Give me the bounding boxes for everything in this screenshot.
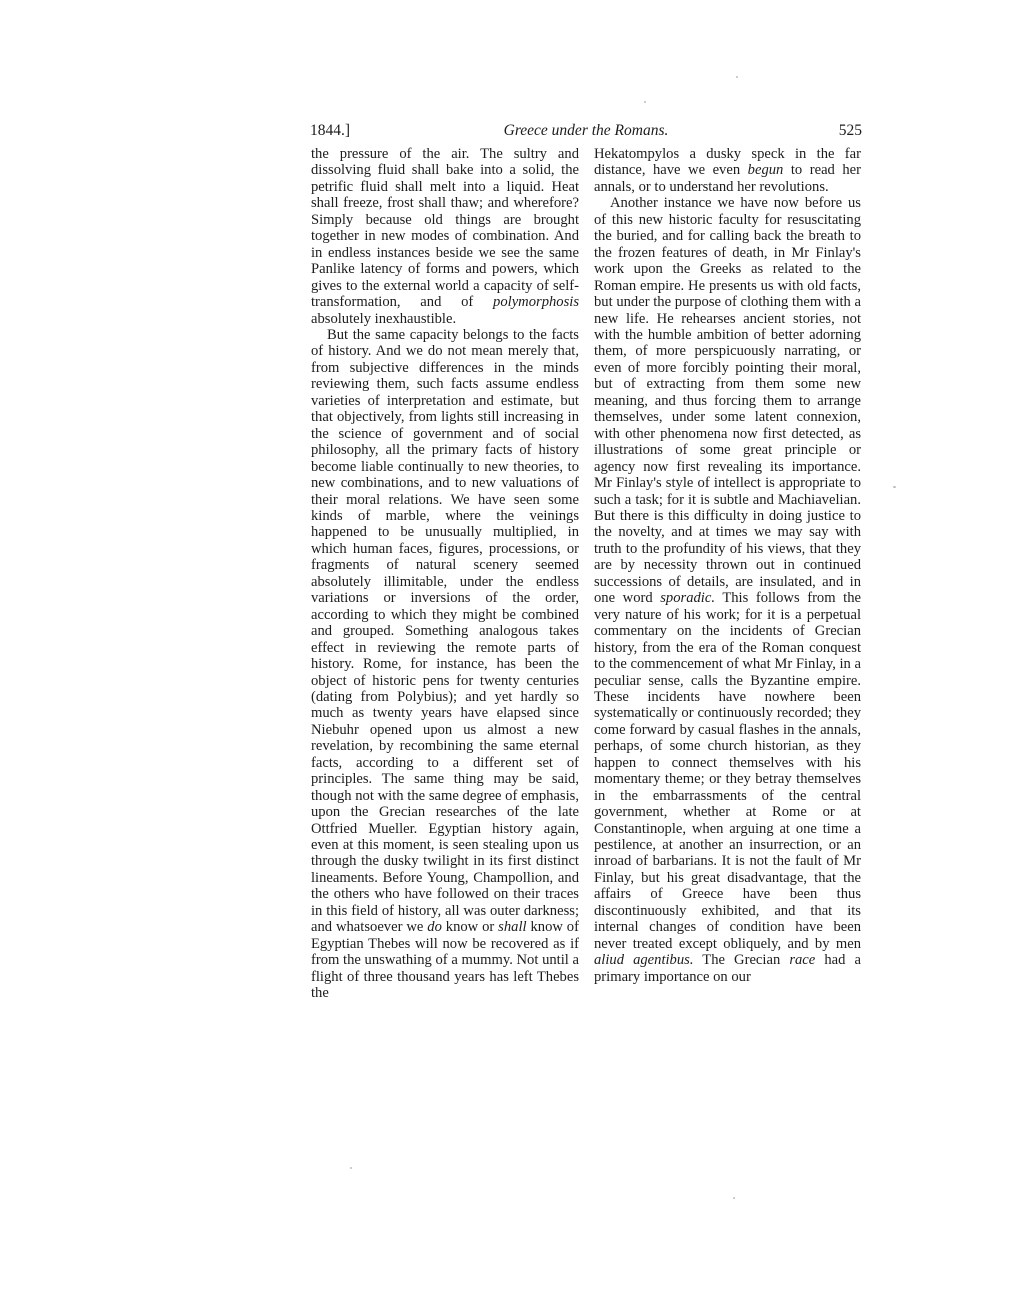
left-paragraph-2 [311,327,579,1002]
right-p1-text-2: to read her annals, or to understand her revolutions. [594,162,862,195]
right-p2-text-3: The Grecian [702,952,781,969]
right-p2-italic-2: aliud agentibus. [594,952,694,969]
right-paragraph-2 [594,195,861,985]
left-p2-text-2: know or [445,919,495,936]
page-number: 525 [838,122,862,139]
right-p2-text-4: had a primary importance on our [594,952,861,985]
left-p2-italic-2: shall [498,919,527,936]
scan-speck [733,1197,735,1199]
right-column [594,146,861,985]
scan-speck [893,486,896,488]
left-p1-end: absolutely inexhaustible. [311,310,457,327]
left-p1-text: the pressure of the air. The sultry and dissolving fluid shall bake into a solid, the petrific fluid shall melt into a liquid. Heat shall freeze, frost shall thaw; and wherefore? Simply because old things are brought together in new modes of combination. And in endless instances beside we see the same Panlike latency of forms and powers, which gives to the external world a capacity of self-transformation, and of [311,146,579,311]
left-p2-text-1: But the same capacity belongs to the facts of history. And we do not mean merely that, from subjective differences in the minds reviewing them, such facts assume endless varieties of interpretation and estimate, but that objectively, from lights still increasing in the science of government and of social philosophy, all the primary facts of history become liable continually to new theories, to new combinations, and to new valuations of their moral relations. We have seen some kinds of marble, where the veinings happened to be unusually multiplied, in which human faces, figures, processions, or fragments of natural scenery seemed absolutely illimitable, under the endless variations or inversions of the order, according to which they might be combined and grouped. Something analogous takes effect in reviewing the remote parts of history. Rome, for instance, has been the object of historic pens for twenty centuries (dating from Polybius); and yet hardly so much as twenty years have elapsed since Niebuhr opened upon us almost a new revelation, by recombining the same eternal facts, according to a different set of principles. The same thing may be said, though not with the same degree of emphasis, upon the Grecian researches of the late Ottfried Mueller. Egyptian history again, even at this moment, is seen stealing upon us through the dusky twilight in its first distinct lineaments. Before Young, Champollion, and the others who have followed on their traces in this field of history, all was outer darkness; and whatsoever we [311,326,579,936]
right-p2-italic-1: sporadic. [660,590,715,607]
right-p2-text-1: Another instance we have now before us of this new historic faculty for resuscitating the buried, and for calling back the breath to the frozen features of death, in Mr Finlay's work upon the Greeks as related to the Roman empire. He presents us with old facts, but under the purpose of clothing them with a new life. He rehearses ancient stories, not with the humble ambition of better adorning them, of more perspicuously narrating, or even of more forcibly pointing their moral, but of extracting from them some new meaning, and thus forcing them to arrange themselves, under some latent connexion, with other phenomena now first detected, as illustrations of some great principle or agency now first revealing its importance. Mr Finlay's style of intellect is appropriate to such a task; for it is subtle and Machiavelian. But there is this difficulty in doing justice to the novelty, and at times we may say with truth to the profundity of his views, that they are by necessity thrown out in continued successions of details, are insulated, and in one word [594,195,861,607]
scan-speck [644,101,646,103]
right-p2-italic-3: race [789,952,816,969]
left-p1-italic: polymorphosis [493,294,579,311]
right-p1-text-1: Hekatompylos a dusky speck in the far distance, have we even [594,146,861,179]
scan-speck [350,1167,352,1169]
running-header [310,121,862,141]
right-p1-italic: begun [747,162,784,179]
right-paragraph-1 [594,146,861,195]
running-title: Greece under the Romans. [503,122,669,139]
left-paragraph-1 [311,146,579,327]
right-p2-text-2: This follows from the very nature of his work; for it is a perpetual commentary on the incidents of Grecian history, from the era of the Roman conquest to the commencement of what Mr Finlay, in a peculiar sense, calls the Byzantine empire. These incidents have nowhere been systematically or continuously recorded; they come forward by casual flashes in the annals, perhaps, of some church historian, as they happen to connect themselves with his momentary theme; or they betray themselves in the embarrassments of the central government, whether at Rome or at Constantinople, when arguing at one time a pestilence, at another an insurrection, or an inroad of barbarians. It is not the fault of Mr Finlay, but his great disadvantage, that the affairs of Greece have been thus discontinuously exhibited, and that its internal changes of condition have been never treated except obliquely, and by men [594,590,861,952]
left-column [311,146,579,1002]
scan-speck [736,76,738,78]
left-p2-italic-1: do [427,919,442,936]
left-p2-text-3: know of Egyptian Thebes will now be recovered as if from the unswathing of a mummy. Not until a flight of three thousand years has left Thebes the [311,919,579,1002]
header-year: 1844.] [310,122,351,139]
